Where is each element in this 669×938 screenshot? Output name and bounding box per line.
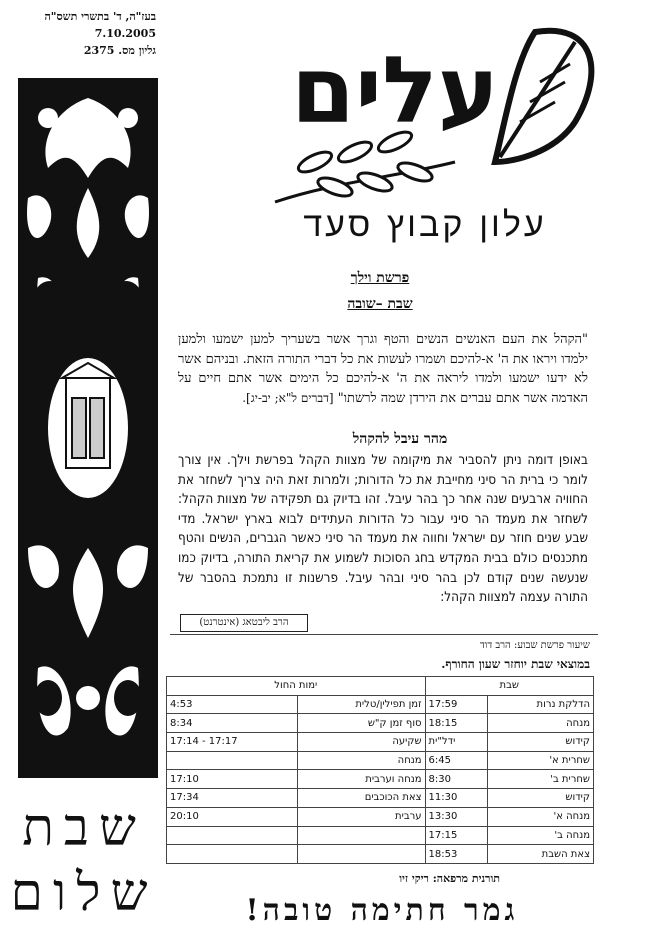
weekday-time <box>167 845 298 864</box>
weekday-time <box>167 826 298 845</box>
shabbat-time: 18:53 <box>425 845 488 864</box>
weekday-label: מנחה וערבית <box>297 770 425 789</box>
table-row <box>167 733 594 752</box>
weekday-label: סוף זמן ק"ש <box>297 714 425 733</box>
weekday-label: שקיעה <box>297 733 425 752</box>
shabbat-time: 18:15 <box>425 714 488 733</box>
shabbat-time: 13:30 <box>425 807 488 826</box>
closing-greeting: גמר חתימה טובה! <box>245 893 519 928</box>
opening-quote <box>178 330 588 408</box>
shabbat-name: שבת –שובה <box>347 296 413 312</box>
divider <box>170 634 598 635</box>
table-row <box>167 789 594 808</box>
masthead-logo <box>255 12 605 212</box>
shabbat-time: 8:30 <box>425 770 488 789</box>
weekday-time: 8:34 <box>167 714 298 733</box>
shabbat-time: ידל"ית <box>425 733 488 752</box>
shabbat-label: שחרית א' <box>488 751 594 770</box>
weekday-label: ערבית <box>297 807 425 826</box>
quote-text: "הקהל את העם האנשים הנשים והטף וגרך אשר בשעריך למען ישמעו ולמען ילמדו ויראו את ה' א-להיכם ושמרו לעשות את כל דברי התורה הזאת. ובניהם אשר לא ידעו ישמעו ולמדו ליראה את ה' א-להיכם כל הימים אשר אתם חיים על האדמה אשר אתם עברים את הירדן שמה לרשתו" <box>178 332 588 406</box>
weekday-label: זמן תפילין/טלית <box>297 695 425 714</box>
weekday-label: צאת הכוכבים <box>297 789 425 808</box>
issue-number: גליון מס. 2375 <box>83 44 156 57</box>
weekday-label: מנחה <box>297 751 425 770</box>
table-header-row <box>167 677 594 696</box>
shabbat-label: צאת השבת <box>488 845 594 864</box>
weekday-label <box>297 845 425 864</box>
shabbat-header: שבת <box>425 677 593 696</box>
logo-text: עלים <box>290 37 500 144</box>
shabbat-label: קידוש <box>488 789 594 808</box>
parasha-header <box>300 265 460 317</box>
shabbat-time: 6:45 <box>425 751 488 770</box>
shabbat-label: מנחה ב' <box>488 826 594 845</box>
decorative-banner <box>18 78 158 778</box>
table-row <box>167 770 594 789</box>
weekday-header: ימות החול <box>167 677 426 696</box>
hebrew-date: בעז"ה, ד' בתשרי תשס"ה <box>44 10 156 23</box>
table-row <box>167 695 594 714</box>
shabbat-shalom <box>8 790 160 920</box>
table-row <box>167 845 594 864</box>
article-body: באופן דומה ניתן להסביר את מיקומה של מצוות הקהל בפרשת וילך. אין צורך לומר כי ברית הר סיני מחייבת את כל הדורות; ולמרות זאת היה צריך לשחזר את החוויה ארבעים שנה אחר כך בהר עיבל. זהו בדיוק גם תפקידה של מצוות הקהל: לשחזר את מעמד הר סיני עבור כל הדורות העתידים לבוא בארץ ישראל. מדי שבע שנים חוזר עם ישראל וחווה את מעמד הר סיני כאשר הגברים, הנשים והטף מתכנסים כולם בבית המקדש בחג הסוכות לשמוע את קריאת התורה, בדיוק כמו שנעשה שנים קודם לכן בהר סיני ובהר עיבל. פרשנות זו נתמכת בהסבר של התורה עצמה למצוות הקהל: <box>178 453 588 606</box>
weekday-time: 17:34 <box>167 789 298 808</box>
weekday-label <box>297 826 425 845</box>
article-title: מהר עיבל להקהל <box>352 431 448 447</box>
table-row <box>167 807 594 826</box>
table-row <box>167 826 594 845</box>
masthead-subtitle: עלון קבוץ סעד <box>303 205 547 245</box>
gregorian-date: 7.10.2005 <box>94 27 156 40</box>
weekday-time: 20:10 <box>167 807 298 826</box>
quote-source: [דברים ל"א; יב-יג]. <box>242 390 334 405</box>
ark-icon <box>62 363 114 468</box>
weekday-time <box>167 751 298 770</box>
weekday-time: 17:14 - 17:17 <box>167 733 298 752</box>
shabbat-label: מנחה א' <box>488 807 594 826</box>
parasha-name: פרשת וילך <box>350 270 410 286</box>
weekday-time: 17:10 <box>167 770 298 789</box>
prayer-times-table <box>166 676 594 864</box>
table-row <box>167 751 594 770</box>
clinic-duty: תורנית מרפאה: ריקי זיו <box>399 872 500 885</box>
article-author: הרב ליבטאג (אינטרנט) <box>180 614 308 632</box>
weekday-time: 4:53 <box>167 695 298 714</box>
shabbat-label: הדלקת נרות <box>488 695 594 714</box>
issue-meta <box>36 8 156 59</box>
shabbat-time: 11:30 <box>425 789 488 808</box>
leaf-icon <box>495 31 591 162</box>
shabbat-label: מנחה <box>488 714 594 733</box>
shalom-word: שלום <box>10 863 158 920</box>
clock-change-note: במוצאי שבת יוחזר שעון החורף. <box>441 657 590 671</box>
shiur-note: שיעור פרשת שבוע: הרב דוד <box>479 640 590 651</box>
shabbat-time: 17:15 <box>425 826 488 845</box>
table-row <box>167 714 594 733</box>
shabbat-label: קידוש <box>488 733 594 752</box>
shabbat-word: שבת <box>22 798 146 858</box>
shabbat-time: 17:59 <box>425 695 488 714</box>
shabbat-label: שחרית ב' <box>488 770 594 789</box>
